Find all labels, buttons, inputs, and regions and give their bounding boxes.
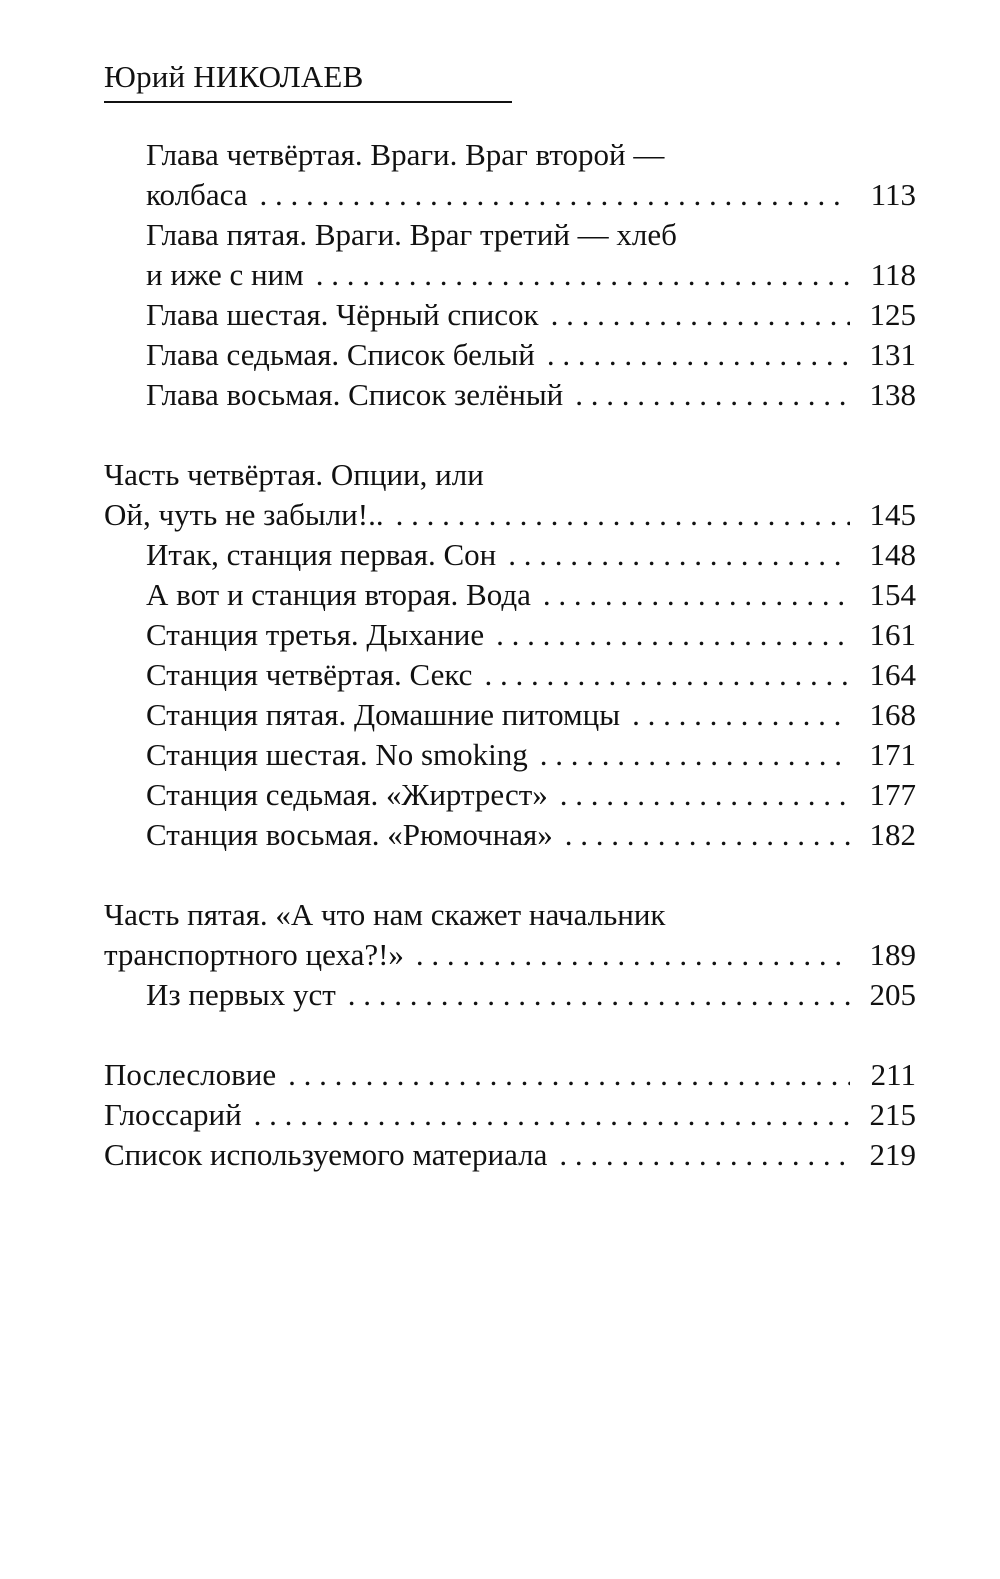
dot-leader <box>416 935 850 975</box>
toc-entry[interactable] <box>104 335 916 375</box>
toc-entry[interactable] <box>104 615 916 655</box>
toc-page-number: 148 <box>869 537 916 572</box>
toc-part-title-line: Часть четвёртая. Опции, или <box>104 457 484 492</box>
toc-entry-title: Станция пятая. Домашние питомцы <box>146 697 621 732</box>
toc-page-number: 125 <box>869 297 916 332</box>
toc-entry-title: Глава седьмая. Список белый <box>146 337 535 372</box>
toc-backmatter-title: Список используемого материала <box>104 1137 548 1172</box>
toc-backmatter-entry[interactable] <box>104 1135 916 1175</box>
toc-entry[interactable] <box>104 655 916 695</box>
toc-entry[interactable] <box>104 775 916 815</box>
toc-page-number: 171 <box>869 737 916 772</box>
toc-entry-title: Станция третья. Дыхание <box>146 617 485 652</box>
toc-entry-title: Станция седьмая. «Жиртрест» <box>146 777 548 812</box>
dot-leader <box>316 255 850 295</box>
dot-leader <box>560 775 850 815</box>
dot-leader <box>575 375 850 415</box>
toc-entry[interactable] <box>104 175 916 215</box>
toc-part-first-line <box>104 895 916 935</box>
toc-entry-title-line: Глава четвёртая. Враги. Враг второй — <box>146 137 665 172</box>
toc-entry-title: Итак, станция первая. Сон <box>146 537 497 572</box>
toc-page-number: 113 <box>870 177 916 212</box>
toc-page-number: 138 <box>869 377 916 412</box>
toc-entry[interactable] <box>104 695 916 735</box>
dot-leader <box>484 655 850 695</box>
toc-entry-title: Глава шестая. Чёрный список <box>146 297 539 332</box>
toc-entry-first-line <box>104 135 916 175</box>
toc-entry-title: Станция шестая. No smoking <box>146 737 528 772</box>
dot-leader <box>559 1135 850 1175</box>
dot-leader <box>565 815 850 855</box>
toc-backmatter-title: Глоссарий <box>104 1097 242 1132</box>
toc-entry[interactable] <box>104 815 916 855</box>
toc-entry-title: Станция восьмая. «Рюмочная» <box>146 817 553 852</box>
running-head: Юрий НИКОЛАЕВ <box>104 59 364 94</box>
toc-backmatter-title: Послесловие <box>104 1057 277 1092</box>
toc-entry[interactable] <box>104 575 916 615</box>
dot-leader <box>508 535 850 575</box>
toc-page-number: 145 <box>869 497 916 532</box>
dot-leader <box>540 735 850 775</box>
toc-part-title-line: Часть пятая. «А что нам скажет начальник <box>104 897 666 932</box>
toc-part-first-line <box>104 455 916 495</box>
dot-leader <box>496 615 850 655</box>
toc-page-number: 211 <box>870 1057 916 1092</box>
dot-leader <box>288 1055 850 1095</box>
toc-entry-title: А вот и станция вторая. Вода <box>146 577 531 612</box>
toc-entry[interactable] <box>104 255 916 295</box>
toc-part-title: транспортного цеха?!» <box>104 937 404 972</box>
toc-entry-title: и иже с ним <box>146 257 304 292</box>
toc-page-number: 161 <box>869 617 916 652</box>
toc-entry-title: Из первых уст <box>146 977 336 1012</box>
dot-leader <box>551 295 850 335</box>
toc-entry-title: Глава восьмая. Список зелёный <box>146 377 564 412</box>
header-rule <box>104 101 512 103</box>
dot-leader <box>547 335 850 375</box>
toc-entry-title: Станция четвёртая. Секс <box>146 657 473 692</box>
toc-page-number: 182 <box>869 817 916 852</box>
toc-entry[interactable] <box>104 295 916 335</box>
toc-page-number: 118 <box>870 257 916 292</box>
toc-entry[interactable] <box>104 735 916 775</box>
toc-page-number: 177 <box>869 777 916 812</box>
toc-page-number: 215 <box>869 1097 916 1132</box>
toc-page-number: 219 <box>869 1137 916 1172</box>
toc-page-number: 168 <box>869 697 916 732</box>
toc-page-number: 164 <box>869 657 916 692</box>
toc-entry-title-line: Глава пятая. Враги. Враг третий — хлеб <box>146 217 677 252</box>
toc-entry[interactable] <box>104 375 916 415</box>
toc-part-title: Ой, чуть не забыли!.. <box>104 497 384 532</box>
toc-entry-title: колбаса <box>146 177 248 212</box>
toc-entry[interactable] <box>104 975 916 1015</box>
table-of-contents <box>104 135 916 1175</box>
dot-leader <box>259 175 850 215</box>
toc-entry-first-line <box>104 215 916 255</box>
dot-leader <box>543 575 850 615</box>
dot-leader <box>396 495 850 535</box>
dot-leader <box>254 1095 850 1135</box>
dot-leader <box>348 975 850 1015</box>
toc-page-number: 189 <box>869 937 916 972</box>
toc-page-number: 131 <box>869 337 916 372</box>
toc-page-number: 154 <box>869 577 916 612</box>
toc-backmatter-entry[interactable] <box>104 1095 916 1135</box>
toc-page-number: 205 <box>869 977 916 1012</box>
toc-part-entry[interactable] <box>104 935 916 975</box>
dot-leader <box>632 695 850 735</box>
toc-part-entry[interactable] <box>104 495 916 535</box>
toc-backmatter-entry[interactable] <box>104 1055 916 1095</box>
toc-entry[interactable] <box>104 535 916 575</box>
